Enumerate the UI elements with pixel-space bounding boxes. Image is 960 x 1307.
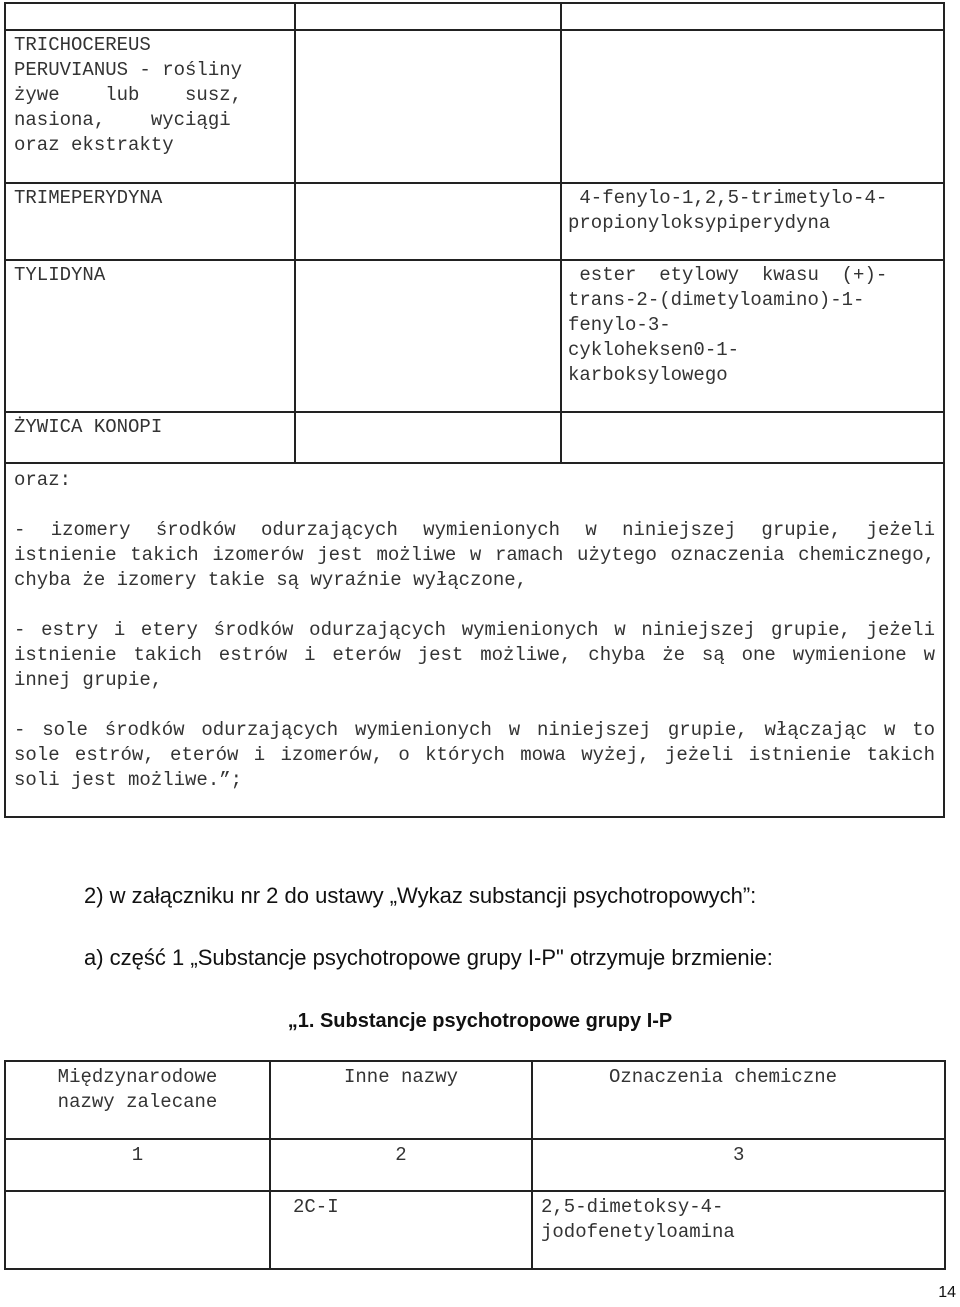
instruction-line-annex: 2) w załączniku nr 2 do ustawy „Wykaz substancji psychotropowych”:: [84, 883, 757, 908]
header-cell-2: [295, 3, 561, 30]
note-cell: [5, 463, 944, 817]
chemical-name: 4-fenylo-1,2,5-trimetylo-4- propionyloksypiperydyna: [561, 183, 944, 260]
table-row: [5, 260, 944, 412]
substance-name: ŻYWICA KONOPI: [5, 412, 295, 463]
substance-name: [5, 1191, 270, 1269]
table-row: [5, 183, 944, 260]
note-paragraph-esters: - estry i etery środków odurzających wymienionych w niniejszej grupie, jeżeli istnienie takich estrów i eterów jest możliwe, chyba że są one wymienione w innej grupie,: [14, 619, 935, 691]
chemical-name: 2,5-dimetoksy-4- jodofenetyloamina: [532, 1191, 945, 1269]
column-number-row: [5, 1139, 945, 1191]
header-international-names: Międzynarodowe nazwy zalecane: [5, 1061, 270, 1139]
other-names-cell: [295, 30, 561, 183]
substance-name: TYLIDYNA: [5, 260, 295, 412]
table-header-row: [5, 3, 944, 30]
column-number: 2: [270, 1139, 532, 1191]
top-substance-table: [4, 2, 945, 818]
other-names-cell: [295, 183, 561, 260]
header-cell-3: [561, 3, 944, 30]
header-chemical-names: Oznaczenia chemiczne: [532, 1061, 945, 1139]
column-number: 1: [5, 1139, 270, 1191]
chemical-name: ester etylowy kwasu (+)- trans-2-(dimetyloamino)-1- fenylo-3- cykloheksen0-1- karboksylowego: [561, 260, 944, 412]
table-row: [5, 30, 944, 183]
table-row: [5, 1191, 945, 1269]
other-names-cell: [295, 260, 561, 412]
note-row: [5, 463, 944, 817]
note-paragraph-salts: - sole środków odurzających wymienionych w niniejszej grupie, włączając w to sole estrów, eterów i izomerów, o których mowa wyżej, jeżeli istnienie takich soli jest możliwe.”;: [14, 719, 935, 791]
section-title: „1. Substancje psychotropowe grupy I-P: [287, 1010, 673, 1032]
column-number: 3: [532, 1139, 945, 1191]
header-other-names: Inne nazwy: [270, 1061, 532, 1139]
table-row: [5, 412, 944, 463]
header-cell-1: [5, 3, 295, 30]
note-paragraph-isomers: - izomery środków odurzających wymienionych w niniejszej grupie, jeżeli istnienie takich izomerów jest możliwe w ramach użytego oznaczenia chemicznego, chyba że izomery takie są wyraźnie wyłączone,: [14, 519, 935, 591]
page-number: 14: [938, 1284, 956, 1301]
substance-name: TRIMEPERYDYNA: [5, 183, 295, 260]
bottom-substance-table: [4, 1060, 946, 1270]
other-name: 2C-I: [270, 1191, 532, 1269]
substance-name: TRICHOCEREUS PERUVIANUS - rośliny żywe lub susz, nasiona, wyciągi oraz ekstrakty: [5, 30, 295, 183]
chemical-name-cell: [561, 30, 944, 183]
note-intro: oraz:: [14, 469, 72, 491]
chemical-name-cell: [561, 412, 944, 463]
other-names-cell: [295, 412, 561, 463]
table-header-row: [5, 1061, 945, 1139]
instruction-line-part: a) część 1 „Substancje psychotropowe grupy I-P" otrzymuje brzmienie:: [84, 945, 773, 970]
